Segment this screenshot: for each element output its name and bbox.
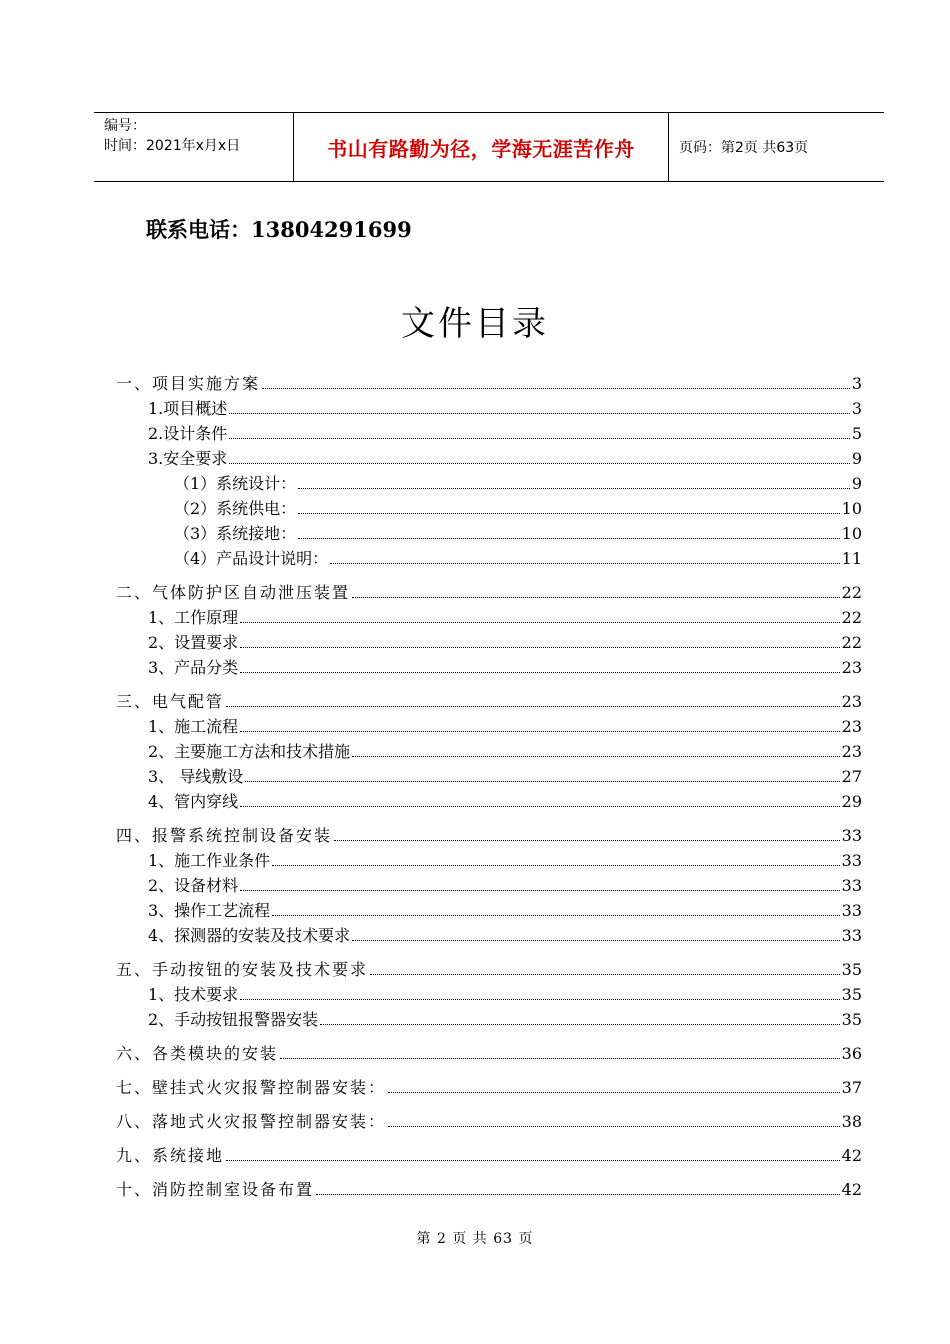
page-footer: 第 2 页 共 63 页 — [416, 1231, 534, 1247]
toc-entry-label: 八、落地式火灾报警控制器安装： — [116, 1112, 387, 1131]
toc-entry-page: 37 — [841, 1078, 862, 1097]
toc-entry[interactable] — [174, 470, 862, 494]
toc-dot-leader — [298, 512, 839, 514]
toc-dot-leader — [245, 780, 839, 782]
toc-entry[interactable] — [148, 872, 862, 896]
toc-entry-label: 2、设置要求 — [148, 633, 239, 652]
toc-entry[interactable] — [148, 738, 862, 762]
toc-entry[interactable] — [148, 1006, 862, 1030]
toc-entry[interactable] — [148, 604, 862, 628]
toc-entry[interactable] — [174, 495, 862, 519]
toc-entry[interactable] — [148, 629, 862, 653]
page-header — [94, 112, 884, 182]
toc-entry-page: 9 — [851, 474, 862, 493]
toc-dot-leader — [229, 462, 850, 464]
toc-entry-page: 36 — [841, 1044, 862, 1063]
toc-dot-leader — [240, 805, 839, 807]
toc-entry-page: 5 — [851, 424, 862, 443]
toc-entry-page: 23 — [841, 717, 862, 736]
toc-entry-page: 22 — [841, 608, 862, 627]
toc-entry-label: 十、消防控制室设备布置 — [116, 1180, 315, 1199]
date-label: 时间：2021年x月x日 — [104, 138, 241, 154]
header-motto: 书山有路勤为径，学海无涯苦作舟 — [294, 113, 669, 181]
toc-entry-page: 33 — [841, 901, 862, 920]
toc-dot-leader — [240, 730, 839, 732]
toc-entry-label: 1、施工作业条件 — [148, 851, 271, 870]
toc-entry[interactable] — [148, 654, 862, 678]
toc-entry[interactable] — [148, 445, 862, 469]
toc-entry[interactable] — [116, 822, 862, 846]
toc-dot-leader — [240, 998, 839, 1000]
toc-entry-page: 23 — [841, 742, 862, 761]
toc-entry-page: 35 — [841, 1010, 862, 1029]
toc-entry-page: 3 — [851, 399, 862, 418]
toc-entry[interactable] — [116, 688, 862, 712]
toc-entry-label: 3、产品分类 — [148, 658, 239, 677]
toc-entry-label: 四、报警系统控制设备安装 — [116, 826, 333, 845]
toc-dot-leader — [229, 437, 850, 439]
toc-entry-page: 22 — [841, 633, 862, 652]
toc-entry[interactable] — [148, 788, 862, 812]
toc-entry-page: 33 — [841, 851, 862, 870]
toc-entry[interactable] — [148, 897, 862, 921]
toc-entry[interactable] — [116, 1108, 862, 1132]
toc-dot-leader — [334, 839, 840, 841]
toc-entry[interactable] — [116, 579, 862, 603]
toc-entry-label: 六、各类模块的安装 — [116, 1044, 279, 1063]
toc-entry-page: 10 — [841, 499, 862, 518]
toc-entry-page: 22 — [841, 583, 862, 602]
toc-entry-page: 33 — [841, 876, 862, 895]
toc-entry[interactable] — [148, 420, 862, 444]
toc-entry-label: 三、电气配管 — [116, 692, 225, 711]
header-meta — [94, 113, 294, 181]
toc-entry-label: 4、探测器的安装及技术要求 — [148, 926, 351, 945]
toc-dot-leader — [330, 562, 839, 564]
toc-entry-label: （1）系统设计： — [174, 474, 297, 493]
toc-dot-leader — [262, 387, 850, 389]
toc-entry-label: 3、操作工艺流程 — [148, 901, 271, 920]
toc-entry-label: 4、管内穿线 — [148, 792, 239, 811]
toc-entry[interactable] — [116, 370, 862, 394]
toc-entry[interactable] — [116, 1040, 862, 1064]
toc-dot-leader — [388, 1091, 840, 1093]
toc-dot-leader — [240, 621, 839, 623]
toc-entry-label: 九、系统接地 — [116, 1146, 225, 1165]
toc-entry-label: （4）产品设计说明： — [174, 549, 329, 568]
toc-entry-label: 1、技术要求 — [148, 985, 239, 1004]
toc-entry[interactable] — [148, 763, 862, 787]
toc-entry-label: 一、项目实施方案 — [116, 374, 261, 393]
toc-entry-label: （2）系统供电： — [174, 499, 297, 518]
toc-dot-leader — [320, 1023, 839, 1025]
toc-dot-leader — [352, 939, 839, 941]
toc-entry[interactable] — [148, 981, 862, 1005]
toc-entry-page: 42 — [841, 1146, 862, 1165]
toc-entry-page: 3 — [851, 374, 862, 393]
toc-dot-leader — [298, 537, 839, 539]
toc-entry[interactable] — [116, 1074, 862, 1098]
toc-dot-leader — [388, 1125, 840, 1127]
toc-entry-label: 1.项目概述 — [148, 399, 228, 418]
toc-entry[interactable] — [116, 1176, 862, 1200]
toc-entry-label: 2、设备材料 — [148, 876, 239, 895]
toc-entry-page: 11 — [841, 549, 862, 568]
toc-entry-label: 2、主要施工方法和技术措施 — [148, 742, 351, 761]
toc-entry-page: 42 — [841, 1180, 862, 1199]
toc-entry-label: 3、 导线敷设 — [148, 767, 244, 786]
toc-entry-page: 27 — [841, 767, 862, 786]
toc-entry-page: 10 — [841, 524, 862, 543]
page-title: 文件目录 — [401, 304, 549, 344]
contact-phone: 联系电话：13804291699 — [146, 217, 412, 242]
toc-dot-leader — [280, 1057, 840, 1059]
toc-entry-label: 1、施工流程 — [148, 717, 239, 736]
toc-entry[interactable] — [174, 545, 862, 569]
toc-dot-leader — [352, 596, 840, 598]
toc-entry[interactable] — [116, 956, 862, 980]
toc-entry-page: 23 — [841, 658, 862, 677]
toc-dot-leader — [272, 864, 839, 866]
toc-entry-label: 五、手动按钮的安装及技术要求 — [116, 960, 369, 979]
toc-entry-page: 33 — [841, 926, 862, 945]
toc-entry-label: 2.设计条件 — [148, 424, 228, 443]
toc-entry[interactable] — [116, 1142, 862, 1166]
toc-entry-page: 35 — [841, 985, 862, 1004]
toc-dot-leader — [370, 973, 840, 975]
toc-entry-label: （3）系统接地： — [174, 524, 297, 543]
header-page-info: 页码：第2页 共63页 — [679, 140, 809, 156]
toc-entry-page: 23 — [841, 692, 862, 711]
toc-dot-leader — [229, 412, 850, 414]
toc-entry-page: 38 — [841, 1112, 862, 1131]
toc-entry[interactable] — [174, 520, 862, 544]
toc-dot-leader — [298, 487, 850, 489]
toc-entry-page: 29 — [841, 792, 862, 811]
toc-entry[interactable] — [148, 713, 862, 737]
toc-dot-leader — [226, 1159, 840, 1161]
toc-entry-label: 3.安全要求 — [148, 449, 228, 468]
serial-label: 编号： — [104, 118, 146, 134]
toc-entry-label: 七、壁挂式火灾报警控制器安装： — [116, 1078, 387, 1097]
toc-entry-label: 1、工作原理 — [148, 608, 239, 627]
toc-dot-leader — [240, 889, 839, 891]
toc-dot-leader — [226, 705, 840, 707]
toc-entry[interactable] — [148, 847, 862, 871]
toc-entry-label: 2、手动按钮报警器安装 — [148, 1010, 319, 1029]
toc-entry-page: 35 — [841, 960, 862, 979]
toc-dot-leader — [240, 646, 839, 648]
toc-entry[interactable] — [148, 395, 862, 419]
toc-dot-leader — [272, 914, 839, 916]
toc-entry[interactable] — [148, 922, 862, 946]
toc-dot-leader — [240, 671, 839, 673]
toc-entry-page: 9 — [851, 449, 862, 468]
toc-entry-page: 33 — [841, 826, 862, 845]
toc-entry-label: 二、气体防护区自动泄压装置 — [116, 583, 351, 602]
toc-dot-leader — [316, 1193, 840, 1195]
toc-dot-leader — [352, 755, 839, 757]
